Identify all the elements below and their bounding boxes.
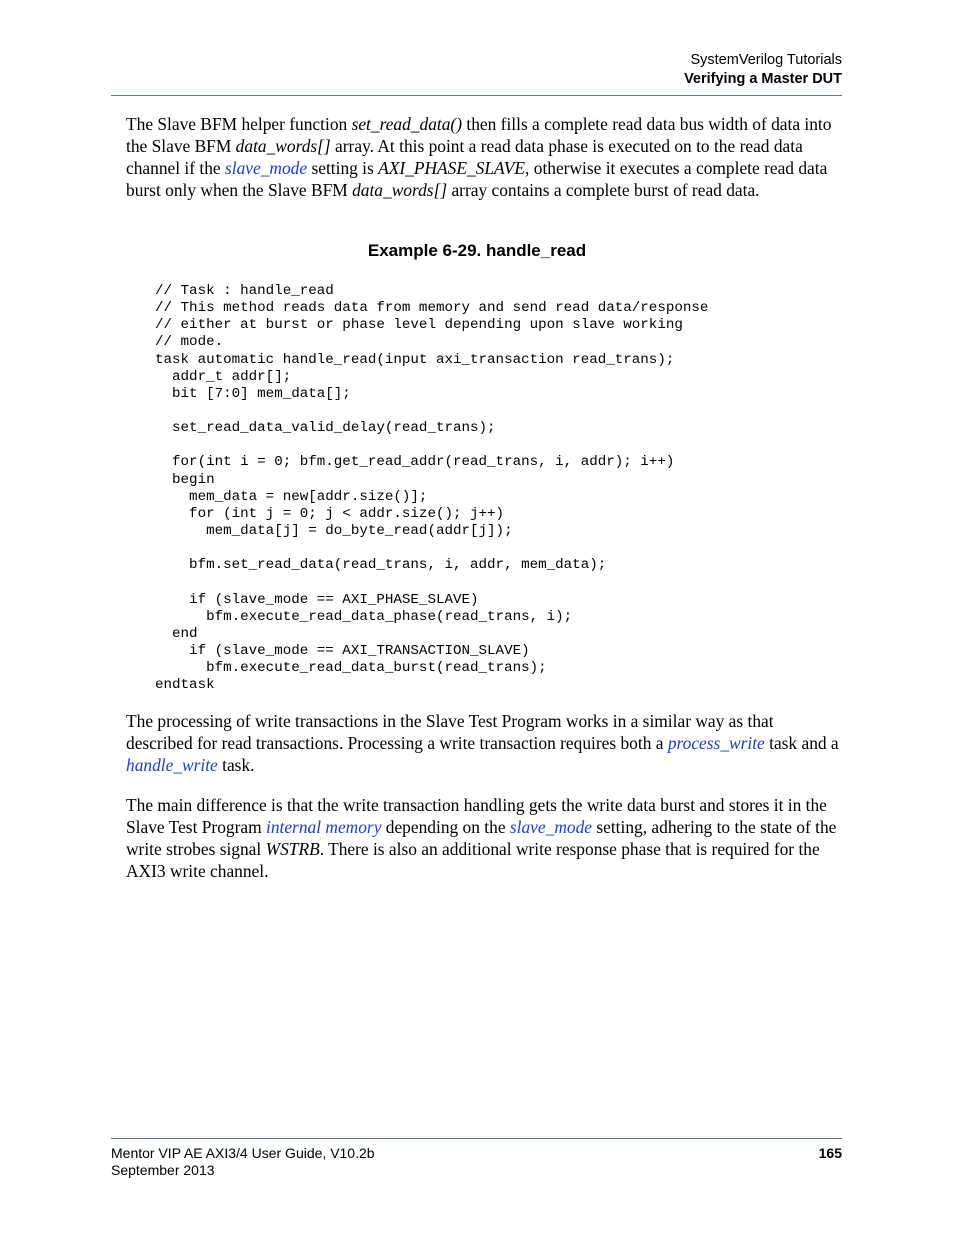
text-run: setting is [307, 158, 379, 178]
code-line: task automatic handle_read(input axi_transaction read_trans); [155, 351, 675, 368]
array-name: data_words[] [235, 136, 331, 156]
paragraph-write-processing [126, 710, 842, 776]
example-title: Example 6-29. handle_read [367, 241, 587, 260]
text-run: , otherwise it executes a complete read data burst only when the Slave BFM [126, 158, 828, 200]
code-line: for(int i = 0; bfm.get_read_addr(read_trans, i, addr); i++) [155, 454, 675, 471]
signal-name: WSTRB [265, 839, 320, 859]
code-line: bfm.execute_read_data_phase(read_trans, i); [155, 608, 573, 625]
code-line: for (int j = 0; j < addr.size(); j++) [155, 505, 505, 522]
code-line: mem_data[j] = do_byte_read(addr[j]); [155, 522, 513, 539]
internal-memory-link[interactable]: internal memory [265, 817, 382, 837]
text-run: The main difference is that the write transaction handling gets the write data burst and stores it in the Slave Test Program [126, 795, 827, 837]
text-run: setting, adhering to the state of the write strobes signal [126, 817, 837, 859]
header-rule [111, 95, 842, 96]
code-line [155, 540, 708, 557]
text-run: array contains a complete burst of read data. [447, 180, 760, 200]
code-line: addr_t addr[]; [155, 368, 292, 385]
code-line: if (slave_mode == AXI_PHASE_SLAVE) [155, 591, 479, 608]
text-run: then fills a complete read data bus width of data into the Slave BFM [126, 114, 832, 156]
code-line [155, 403, 708, 420]
text-run: array. At this point a read data phase is executed on to the read data channel if the [126, 136, 803, 178]
code-line: bfm.set_read_data(read_trans, i, addr, mem_data); [155, 557, 607, 574]
code-line [155, 574, 708, 591]
page-number: 165 [818, 1145, 842, 1161]
array-name: data_words[] [352, 180, 448, 200]
text-run: depending on the [381, 817, 510, 837]
footer-info [111, 1145, 375, 1179]
code-line: // Task : handle_read [155, 283, 334, 299]
text-run: The Slave BFM helper function [126, 114, 352, 134]
handle-write-link[interactable]: handle_write [126, 755, 218, 775]
text-run: task. [217, 755, 255, 775]
footer-guide-title: Mentor VIP AE AXI3/4 User Guide, V10.2b [111, 1145, 375, 1161]
code-line: set_read_data_valid_delay(read_trans); [155, 420, 496, 437]
code-line: // This method reads data from memory and send read data/response [155, 300, 709, 317]
footer-date: September 2013 [111, 1162, 215, 1178]
code-line: // either at burst or phase level depending upon slave working [155, 317, 683, 334]
slave-mode-link[interactable]: slave_mode [509, 817, 592, 837]
code-listing [155, 283, 708, 694]
code-line: // mode. [155, 334, 224, 351]
code-line [155, 437, 708, 454]
header-title: Verifying a Master DUT [684, 71, 842, 87]
process-write-link[interactable]: process_write [667, 733, 765, 753]
code-line: mem_data = new[addr.size()]; [155, 488, 428, 505]
paragraph-main-difference [126, 794, 842, 882]
function-name: set_read_data() [351, 114, 463, 134]
running-header [684, 51, 842, 89]
enum-value: AXI_PHASE_SLAVE [378, 158, 526, 178]
code-line: bit [7:0] mem_data[]; [155, 385, 351, 402]
code-line: bfm.execute_read_data_burst(read_trans); [155, 660, 547, 677]
slave-mode-link[interactable]: slave_mode [225, 158, 308, 178]
code-line: end [155, 625, 198, 642]
footer-rule [111, 1138, 842, 1139]
code-line: begin [155, 471, 215, 488]
code-line: endtask [155, 677, 215, 694]
text-run: . There is also an additional write response phase that is required for the AXI3 write channel. [126, 839, 820, 881]
code-line: if (slave_mode == AXI_TRANSACTION_SLAVE) [155, 642, 530, 659]
text-run: task and a [764, 733, 839, 753]
text-run: The processing of write transactions in the Slave Test Program works in a similar way as that described for read transactions. Processing a write transaction requires both a [126, 711, 774, 753]
header-section: SystemVerilog Tutorials [690, 52, 842, 68]
paragraph-set-read-data [126, 113, 842, 201]
